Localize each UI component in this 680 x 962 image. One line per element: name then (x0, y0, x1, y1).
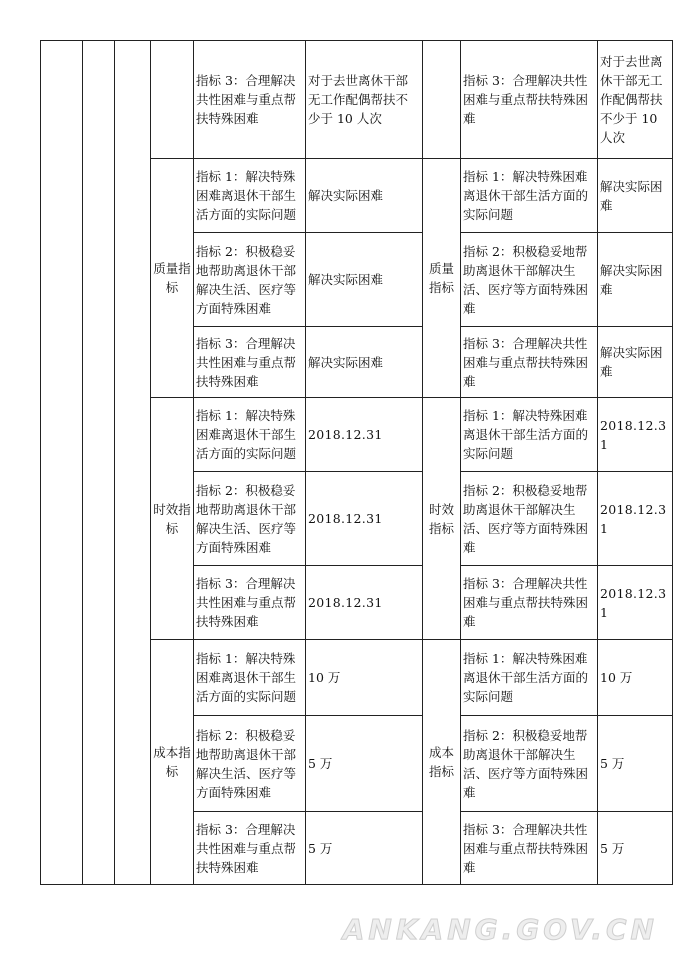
indicator-cell-right: 指标 2：积极稳妥地帮助离退休干部解决生活、医疗等方面特殊困难 (461, 472, 598, 566)
category-cell-right: 成本指标 (423, 640, 461, 885)
category-cell-right (423, 41, 461, 159)
value-cell-right: 5 万 (598, 716, 673, 812)
indicator-cell-left: 指标 2：积极稳妥地帮助离退休干部解决生活、医疗等方面特殊困难 (194, 233, 306, 327)
category-cell-right: 质量指标 (423, 159, 461, 398)
indicator-cell-left: 指标 3：合理解决共性困难与重点帮扶特殊困难 (194, 812, 306, 885)
value-cell-right: 解决实际困难 (598, 327, 673, 398)
table-row (41, 41, 673, 159)
category-cell-left: 质量指标 (151, 159, 194, 398)
indicator-cell-right: 指标 3：合理解决共性困难与重点帮扶特殊困难 (461, 41, 598, 159)
value-cell-left: 5 万 (306, 812, 423, 885)
category-cell-right: 时效指标 (423, 398, 461, 640)
empty-column-cell (83, 41, 115, 885)
indicator-cell-right: 指标 2：积极稳妥地帮助离退休干部解决生活、医疗等方面特殊困难 (461, 716, 598, 812)
indicator-cell-right: 指标 1：解决特殊困难离退休干部生活方面的实际问题 (461, 640, 598, 716)
site-watermark: ANKANG.GOV.CN (342, 913, 658, 946)
indicator-cell-left: 指标 1：解决特殊困难离退休干部生活方面的实际问题 (194, 159, 306, 233)
indicator-cell-right: 指标 2：积极稳妥地帮助离退休干部解决生活、医疗等方面特殊困难 (461, 233, 598, 327)
value-cell-left: 5 万 (306, 716, 423, 812)
indicator-cell-right: 指标 3：合理解决共性困难与重点帮扶特殊困难 (461, 327, 598, 398)
value-cell-right: 对于去世离休干部无工作配偶帮扶不少于 10 人次 (598, 41, 673, 159)
value-cell-right: 10 万 (598, 640, 673, 716)
value-cell-right: 解决实际困难 (598, 159, 673, 233)
value-cell-left: 解决实际困难 (306, 233, 423, 327)
indicator-cell-right: 指标 1：解决特殊困难离退休干部生活方面的实际问题 (461, 398, 598, 472)
performance-indicator-table (40, 40, 673, 885)
category-cell-left (151, 41, 194, 159)
value-cell-left: 解决实际困难 (306, 327, 423, 398)
indicator-cell-right: 指标 1：解决特殊困难离退休干部生活方面的实际问题 (461, 159, 598, 233)
value-cell-right: 解决实际困难 (598, 233, 673, 327)
indicator-cell-right: 指标 3：合理解决共性困难与重点帮扶特殊困难 (461, 812, 598, 885)
indicator-cell-left: 指标 3：合理解决共性困难与重点帮扶特殊困难 (194, 566, 306, 640)
empty-column-cell (41, 41, 83, 885)
value-cell-left: 2018.12.31 (306, 472, 423, 566)
value-cell-left: 2018.12.31 (306, 566, 423, 640)
empty-column-cell (115, 41, 151, 885)
indicator-cell-left: 指标 2：积极稳妥地帮助离退休干部解决生活、医疗等方面特殊困难 (194, 716, 306, 812)
value-cell-right: 2018.12.31 (598, 398, 673, 472)
indicator-cell-left: 指标 2：积极稳妥地帮助离退休干部解决生活、医疗等方面特殊困难 (194, 472, 306, 566)
indicator-cell-left: 指标 3：合理解决共性困难与重点帮扶特殊困难 (194, 327, 306, 398)
category-cell-left: 时效指标 (151, 398, 194, 640)
value-cell-left: 对于去世离休干部无工作配偶帮扶不少于 10 人次 (306, 41, 423, 159)
value-cell-left: 10 万 (306, 640, 423, 716)
value-cell-left: 2018.12.31 (306, 398, 423, 472)
indicator-cell-left: 指标 1：解决特殊困难离退休干部生活方面的实际问题 (194, 398, 306, 472)
value-cell-right: 2018.12.31 (598, 566, 673, 640)
indicator-cell-left: 指标 3：合理解决共性困难与重点帮扶特殊困难 (194, 41, 306, 159)
indicator-cell-left: 指标 1：解决特殊困难离退休干部生活方面的实际问题 (194, 640, 306, 716)
value-cell-right: 2018.12.31 (598, 472, 673, 566)
value-cell-left: 解决实际困难 (306, 159, 423, 233)
category-cell-left: 成本指标 (151, 640, 194, 885)
value-cell-right: 5 万 (598, 812, 673, 885)
indicator-cell-right: 指标 3：合理解决共性困难与重点帮扶特殊困难 (461, 566, 598, 640)
